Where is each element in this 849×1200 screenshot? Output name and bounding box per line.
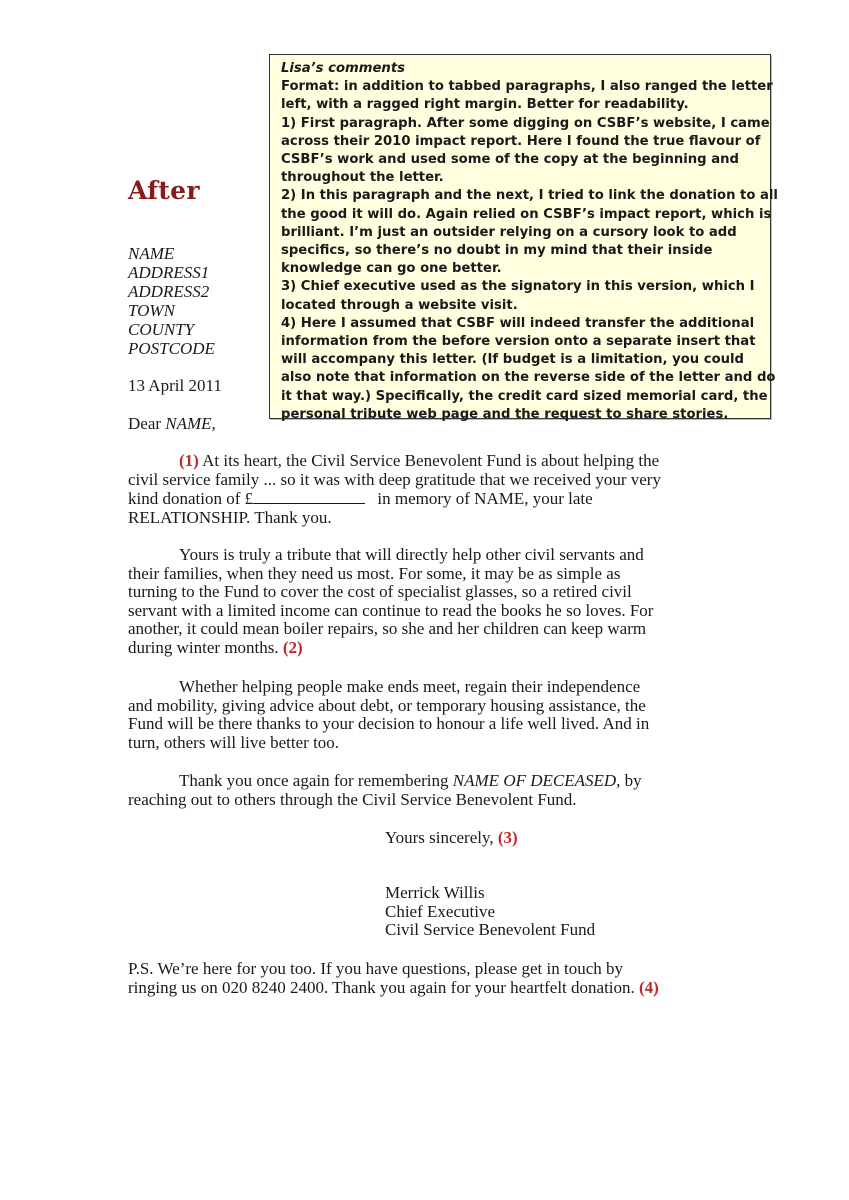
comment-line: it that way.) Specifically, the credit card sized memorial card, the [281,388,768,404]
comment-line: Format: in addition to tabbed paragraphs, I also ranged the letter [281,79,773,95]
deceased-name-placeholder: NAME OF DECEASED, [452,771,621,790]
comment-line: 4) Here I assumed that CSBF will indeed transfer the additional [281,315,755,331]
address-line: TOWN [128,301,175,320]
signature-block [385,884,595,940]
closing-text: Yours sincerely, [385,828,498,847]
salutation-prefix: Dear [128,414,166,433]
comment-line: will accompany this letter. (If budget is a limitation, you could [281,352,744,368]
address-line: POSTCODE [128,339,215,358]
comment-line: information from the before version onto a separate insert that [281,334,756,350]
comment-line: 2) In this paragraph and the next, I tried to link the donation to all [281,188,778,204]
comment-line: 3) Chief executive used as the signatory in this version, which I [281,279,755,295]
signatory-name: Merrick Willis [385,883,485,902]
recipient-address [128,244,215,358]
comment-line: across their 2010 impact report. Here I found the true flavour of [281,133,761,149]
paragraph-text: RELATIONSHIP. Thank you. [128,507,332,527]
comment-line: located through a website visit. [281,297,518,313]
signatory-title: Chief Executive [385,901,495,921]
paragraph-text: At its heart, the Civil Service Benevolent Fund is about helping the [198,451,660,470]
paragraph-text: by [620,771,642,790]
address-line: NAME [128,244,175,263]
paragraph-text: and mobility, giving advice about debt, or temporary housing assistance, the [128,695,646,715]
paragraph-4 [128,772,748,809]
paragraph-2 [128,546,748,658]
paragraph-text: civil service family ... so it was with deep gratitude that we received your very [128,469,661,489]
paragraph-text: kind donation of £ [128,489,254,509]
page-heading: After [128,176,200,205]
comment-line: also note that information on the reverse side of the letter and do [281,370,776,386]
comment-line: personal tribute web page and the request to share stories. [281,406,729,422]
address-line: COUNTY [128,320,195,339]
paragraph-text: Thank you once again for remembering [179,771,453,790]
address-line: ADDRESS1 [128,263,210,282]
paragraph-text: another, it could mean boiler repairs, so she and her children can keep warm [128,619,647,639]
paragraph-text: turn, others will live better too. [128,732,340,752]
comment-line: the good it will do. Again relied on CSBF’s impact report, which is [281,206,772,222]
comment-line: brilliant. I’m just an outsider relying on a cursory look to add [281,224,737,240]
paragraph-3 [128,678,748,752]
comment-line: CSBF’s work and used some of the copy at the beginning and [281,152,739,168]
annotation-marker-2: (2) [282,637,303,657]
paragraph-text: during winter months. [128,637,283,657]
annotation-marker-4: (4) [639,977,659,997]
paragraph-text: reaching out to others through the Civil Service Benevolent Fund. [128,789,577,809]
paragraph-text: Fund will be there thanks to your decision to honour a life well lived. And in [128,714,650,734]
salutation [128,414,216,434]
annotation-marker-3: (3) [497,828,518,847]
postscript [128,960,748,997]
annotation-marker-1: (1) [179,451,199,470]
reviewer-comments-box [269,54,778,422]
paragraph-text: their families, when they need us most. For some, it may be as simple as [128,563,621,583]
comment-line: throughout the letter. [281,170,444,186]
comment-line: specifics, so there’s no doubt in my mind that their inside [281,243,713,259]
paragraph-text: Whether helping people make ends meet, regain their independence [179,677,641,696]
comment-line: 1) First paragraph. After some digging on CSBF’s website, I came [281,115,770,131]
comments-title: Lisa’s comments [281,61,405,76]
paragraph-text: turning to the Fund to cover the cost of specialist glasses, so a retired civil [128,582,632,602]
salutation-name: NAME, [165,414,216,433]
postscript-text: ringing us on 020 8240 2400. Thank you again for your heartfelt donation. [128,977,640,997]
letter-date: 13 April 2011 [128,376,222,395]
address-line: ADDRESS2 [128,282,210,301]
closing [385,828,518,848]
paragraph-text: Yours is truly a tribute that will directly help other civil servants and [179,545,644,564]
paragraph-1 [128,452,748,527]
comment-line: left, with a ragged right margin. Better for readability. [281,97,689,113]
paragraph-text: servant with a limited income can continue to read the books he so loves. For [128,600,654,620]
comment-line: knowledge can go one better. [281,261,502,277]
postscript-text: P.S. We’re here for you too. If you have questions, please get in touch by [128,959,623,978]
paragraph-text: in memory of NAME, your late [373,489,593,509]
signatory-organisation: Civil Service Benevolent Fund [385,920,596,940]
donation-amount-blank [253,489,365,504]
